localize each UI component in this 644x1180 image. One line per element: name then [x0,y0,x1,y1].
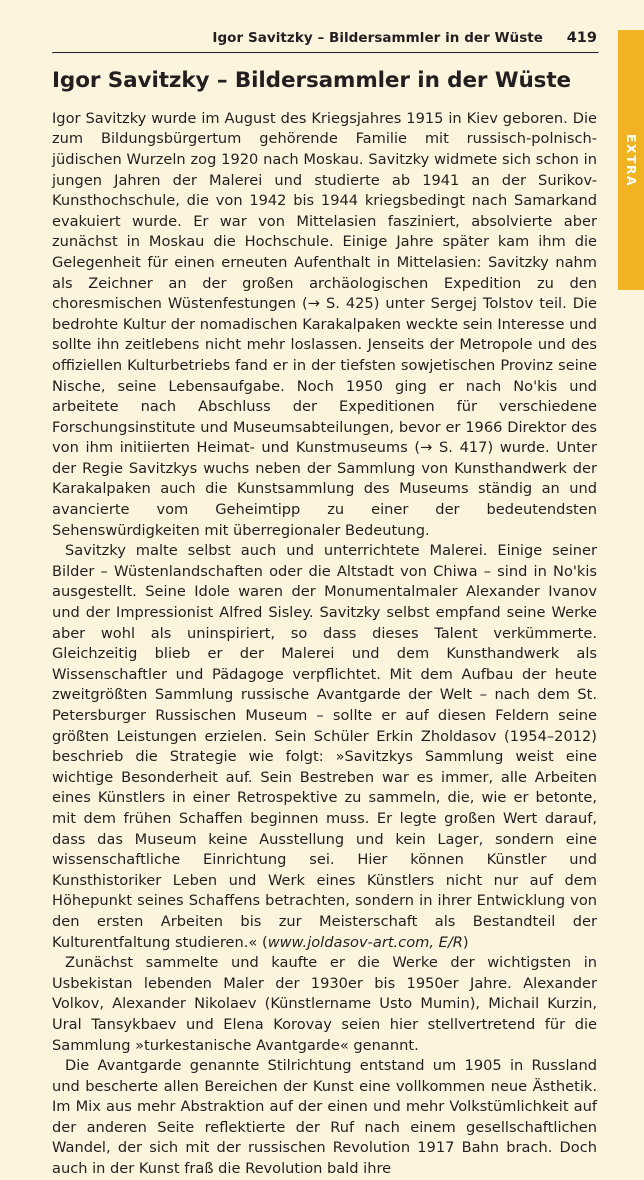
header-divider [52,52,599,54]
page-content [52,0,597,1180]
page-title: Igor Savitzky – Bildersammler in der Wüste [52,68,572,93]
running-head [52,0,597,52]
citation-close-paren: ) [462,933,469,951]
paragraph-1: Igor Savitzky wurde im August des Kriegsjahres 1915 in Kiev geboren. Die zum Bildungsbürgertum gehörende Familie mit russisch-polnisch-jüdischen Wurzeln zog 1920 nach Moskau. Savitzky widmete sich schon in jungen Jahren der Malerei und studierte ab 1941 an der Surikov-Kunsthochschule, die von 1942 bis 1944 kriegsbedingt nach Samarkand evakuiert wurde. Er war von Mittelasien fasziniert, absolvierte aber zunächst in Moskau die Hochschule. Einige Jahre später kam ihm die Gelegenheit für einen erneuten Aufenthalt in Mittelasien: Savitzky nahm als Zeichner an der großen archäologischen Expedition zu den choresmischen Wüstenfestungen (→ S. 425) unter Sergej Tolstov teil. Die bedrohte Kultur der nomadischen Karakalpaken weckte sein Interesse und sollte ihn zeitlebens nicht mehr loslassen. Jenseits der Metropole und des offiziellen Kulturbetriebs fand er in der tiefsten sowjetischen Provinz seine Nische, seine Lebensaufgabe. Noch 1950 ging er nach No'kis und arbeitete nach Abschluss der Expeditionen für verschiedene Forschungsinstitute und Museumsabteilungen, bevor er 1966 Direktor des von ihm initiierten Heimat- und Kunstmuseums (→ S. 417) wurde. Unter der Regie Savitzkys wuchs neben der Sammlung von Kunsthandwerk der Karakalpaken auch die Kunstsammlung des Museums ständig an und avancierte vom Geheimtipp zu einer der bedeutendsten Sehenswürdigkeiten mit überregionaler Bedeutung. [52,109,597,539]
paragraph-2-text: Savitzky malte selbst auch und unterrichtete Malerei. Einige seiner Bilder – Wüstenlandschaften oder die Altstadt von Chiwa – sind in No'kis ausgestellt. Seine Idole waren der Monumentalmaler Alexander Ivanov und der Impressionist Alfred Sisley. Savitzky selbst empfand seine Werke aber wohl als uninspiriert, so dass dieses Talent verkümmerte. Gleichzeitig blieb er der Malerei und dem Kunsthandwerk als Wissenschaftler und Pädagoge verpflichtet. Mit dem Aufbau der heute zweitgrößten Sammlung russische Avantgarde der Welt – nach dem St. Petersburger Russischen Museum – sollte er auf diesen Feldern seine größten Leistungen erzielen. Sein Schüler Erkin Zholdasov (1954–2012) beschrieb die Strategie wie folgt: »Savitzkys Sammlung weist eine wichtige Besonderheit auf. Sein Bestreben war es immer, alle Arbeiten eines Künstlers in einer Retrospektive zu sammeln, die, wie er betonte, mit dem frühen Schaffen beginnen muss. Er legte großen Wert darauf, dass das Museum keine Ausstellung und kein Lager, sondern eine wissenschaftliche Einrichtung sei. Hier können Künstler und Kunsthistoriker Leben und Werk eines Künstlers nicht nur auf dem Höhepunkt seines Schaffens betrachten, sondern in ihrer Entwicklung von den ersten Arbeiten bis zur Meisterschaft als Bestandteil der Kulturentfaltung studieren.« ( [52,542,597,951]
section-tab-extra [618,30,644,290]
citation-source: www.joldasov-art.com, E/R [267,933,463,951]
paragraph-4: Die Avantgarde genannte Stilrichtung entstand um 1905 in Russland und bescherte allen Bereichen der Kunst eine vollkommen neue Ästhetik. Im Mix aus mehr Abstraktion auf der einen und mehr Volkstümlichkeit auf der anderen Seite reflektierte der Ruf nach einem gesellschaftlichen Wandel, der sich mit der russischen Revolution 1917 Bahn brach. Doch auch in der Kunst fraß die Revolution bald ihre [52,1057,597,1178]
running-head-title: Igor Savitzky – Bildersammler in der Wüste [212,30,543,46]
paragraph-2 [52,541,597,953]
section-tab-label: EXTRA [623,133,639,187]
body-text [52,109,597,1180]
page-number: 419 [566,30,597,46]
paragraph-3: Zunächst sammelte und kaufte er die Werke der wichtigsten in Usbekistan lebenden Maler der 1930er bis 1950er Jahre. Alexander Volkov, Alexander Nikolaev (Künstlername Usto Mumin), Michail Kurzin, Ural Tansykbaev und Elena Korovay seien hier stellvertretend für die Sammlung »turkestanische Avantgarde« genannt. [52,954,597,1054]
